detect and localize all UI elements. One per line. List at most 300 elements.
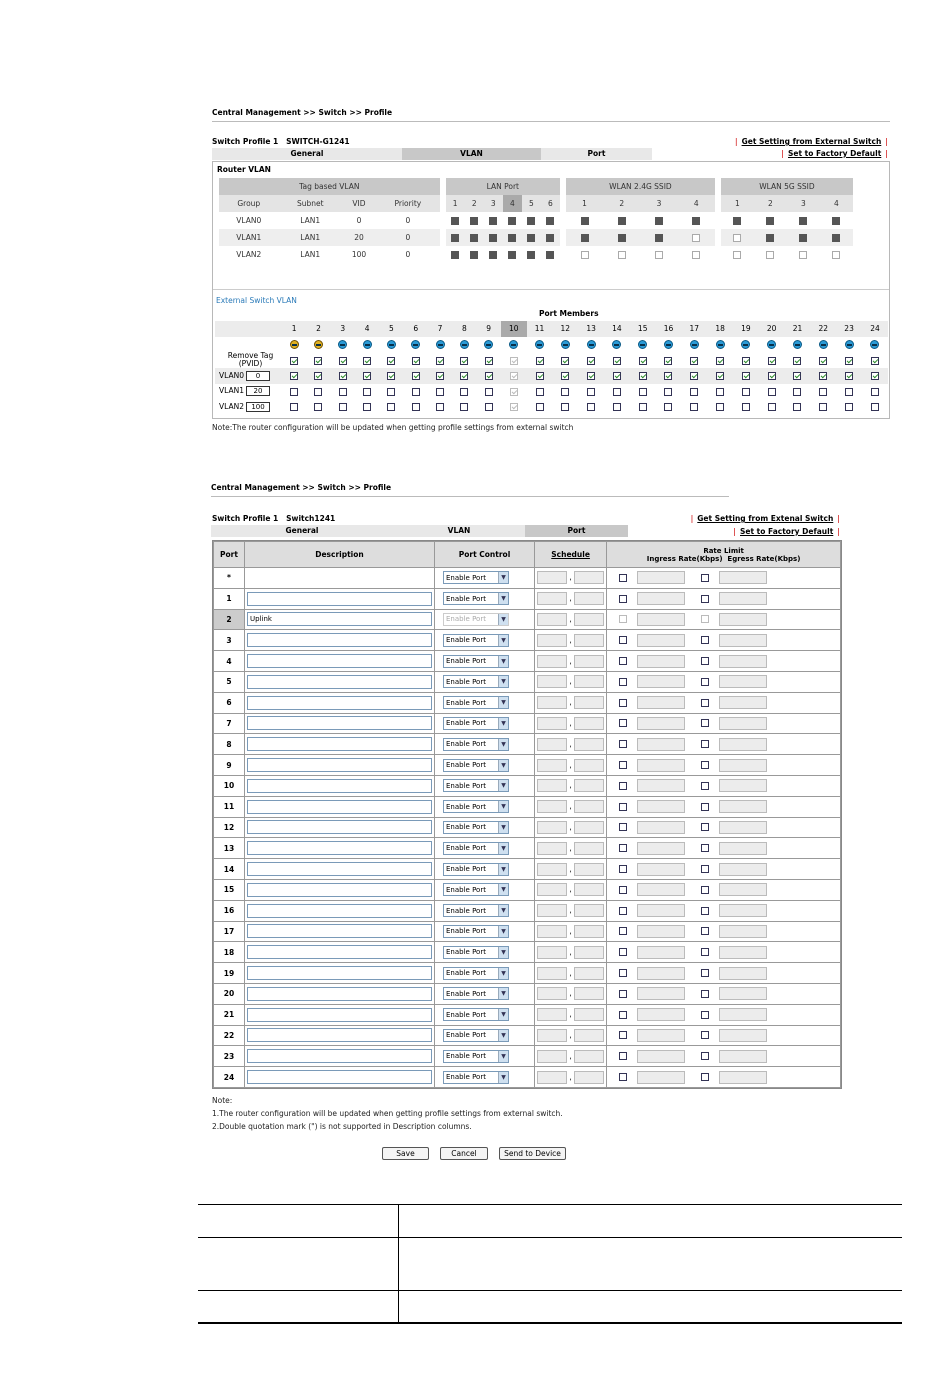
- vid-input[interactable]: 0: [246, 371, 270, 381]
- egress-checkbox[interactable]: [701, 886, 709, 894]
- schedule-input[interactable]: [574, 800, 604, 813]
- lan-member[interactable]: [451, 217, 459, 225]
- schedule-input[interactable]: [574, 571, 604, 584]
- vlan-member-checkbox[interactable]: [742, 388, 750, 396]
- lan-member[interactable]: [527, 234, 535, 242]
- ingress-rate-input[interactable]: [637, 821, 685, 834]
- egress-rate-input[interactable]: [719, 863, 767, 876]
- remove-tag-checkbox[interactable]: [664, 357, 672, 365]
- vlan-member-checkbox[interactable]: [536, 388, 544, 396]
- ingress-checkbox[interactable]: [619, 1052, 627, 1060]
- lan-member[interactable]: [508, 234, 516, 242]
- ssid-member[interactable]: [618, 234, 626, 242]
- ingress-checkbox[interactable]: [619, 678, 627, 686]
- description-input[interactable]: [247, 696, 432, 710]
- lan-member[interactable]: [546, 234, 554, 242]
- ingress-checkbox[interactable]: [619, 844, 627, 852]
- description-input[interactable]: [247, 716, 432, 730]
- schedule-input[interactable]: [574, 1029, 604, 1042]
- vlan-member-checkbox[interactable]: [639, 403, 647, 411]
- egress-checkbox[interactable]: [701, 907, 709, 915]
- egress-checkbox[interactable]: [701, 574, 709, 582]
- vlan-member-checkbox[interactable]: [690, 388, 698, 396]
- ingress-checkbox[interactable]: [619, 615, 627, 623]
- lan-member[interactable]: [451, 234, 459, 242]
- schedule-input[interactable]: [574, 842, 604, 855]
- schedule-input[interactable]: [537, 904, 567, 917]
- schedule-input[interactable]: [574, 883, 604, 896]
- vid-input[interactable]: 20: [246, 386, 270, 396]
- ingress-checkbox[interactable]: [619, 719, 627, 727]
- lan-member[interactable]: [546, 217, 554, 225]
- vlan-member-checkbox[interactable]: [387, 372, 395, 380]
- ingress-checkbox[interactable]: [619, 636, 627, 644]
- description-input[interactable]: [247, 1028, 432, 1042]
- vlan-member-checkbox[interactable]: [587, 388, 595, 396]
- ingress-checkbox[interactable]: [619, 865, 627, 873]
- vlan-member-checkbox[interactable]: [845, 403, 853, 411]
- egress-rate-input[interactable]: [719, 759, 767, 772]
- ingress-checkbox[interactable]: [619, 927, 627, 935]
- ingress-checkbox[interactable]: [619, 990, 627, 998]
- schedule-input[interactable]: [537, 1071, 567, 1084]
- egress-rate-input[interactable]: [719, 779, 767, 792]
- schedule-input[interactable]: [537, 1029, 567, 1042]
- egress-checkbox[interactable]: [701, 927, 709, 935]
- vlan-member-checkbox[interactable]: [510, 403, 518, 411]
- ingress-rate-input[interactable]: [637, 759, 685, 772]
- ssid-member[interactable]: [733, 217, 741, 225]
- lan-member[interactable]: [527, 217, 535, 225]
- schedule-input[interactable]: [574, 634, 604, 647]
- vlan-member-checkbox[interactable]: [793, 388, 801, 396]
- ingress-checkbox[interactable]: [619, 574, 627, 582]
- ssid-member[interactable]: [766, 234, 774, 242]
- vlan-member-checkbox[interactable]: [436, 372, 444, 380]
- egress-checkbox[interactable]: [701, 803, 709, 811]
- schedule-input[interactable]: [537, 717, 567, 730]
- description-input[interactable]: [247, 800, 432, 814]
- tab-vlan[interactable]: VLAN: [393, 525, 525, 537]
- ingress-rate-input[interactable]: [637, 634, 685, 647]
- ingress-checkbox[interactable]: [619, 761, 627, 769]
- remove-tag-checkbox[interactable]: [613, 357, 621, 365]
- description-input[interactable]: [247, 779, 432, 793]
- vlan-member-checkbox[interactable]: [536, 403, 544, 411]
- vlan-member-checkbox[interactable]: [768, 388, 776, 396]
- vlan-member-checkbox[interactable]: [412, 388, 420, 396]
- remove-tag-checkbox[interactable]: [690, 357, 698, 365]
- description-input[interactable]: [247, 758, 432, 772]
- ingress-checkbox[interactable]: [619, 948, 627, 956]
- vlan-member-checkbox[interactable]: [871, 372, 879, 380]
- port-control-select[interactable]: [443, 613, 509, 626]
- vlan-member-checkbox[interactable]: [460, 403, 468, 411]
- ingress-rate-input[interactable]: [637, 1029, 685, 1042]
- port-control-select[interactable]: [443, 863, 509, 876]
- ingress-checkbox[interactable]: [619, 1073, 627, 1081]
- schedule-input[interactable]: [537, 967, 567, 980]
- ssid-member[interactable]: [766, 217, 774, 225]
- vlan-member-checkbox[interactable]: [412, 372, 420, 380]
- schedule-input[interactable]: [537, 1008, 567, 1021]
- schedule-input[interactable]: [537, 696, 567, 709]
- port-control-select[interactable]: [443, 571, 509, 584]
- egress-rate-input[interactable]: [719, 1008, 767, 1021]
- schedule-input[interactable]: [537, 842, 567, 855]
- ingress-checkbox[interactable]: [619, 782, 627, 790]
- description-input[interactable]: [247, 904, 432, 918]
- description-input[interactable]: [247, 883, 432, 897]
- schedule-input[interactable]: [574, 925, 604, 938]
- schedule-input[interactable]: [574, 904, 604, 917]
- egress-checkbox[interactable]: [701, 782, 709, 790]
- egress-rate-input[interactable]: [719, 613, 767, 626]
- port-control-select[interactable]: [443, 987, 509, 1000]
- port-control-select[interactable]: [443, 925, 509, 938]
- egress-rate-input[interactable]: [719, 821, 767, 834]
- ingress-checkbox[interactable]: [619, 595, 627, 603]
- ssid-member[interactable]: [799, 217, 807, 225]
- egress-checkbox[interactable]: [701, 678, 709, 686]
- remove-tag-checkbox[interactable]: [339, 357, 347, 365]
- schedule-input[interactable]: [574, 717, 604, 730]
- vlan-member-checkbox[interactable]: [485, 403, 493, 411]
- schedule-input[interactable]: [537, 613, 567, 626]
- egress-checkbox[interactable]: [701, 699, 709, 707]
- remove-tag-checkbox[interactable]: [536, 357, 544, 365]
- ingress-rate-input[interactable]: [637, 925, 685, 938]
- schedule-input[interactable]: [574, 863, 604, 876]
- egress-checkbox[interactable]: [701, 595, 709, 603]
- egress-rate-input[interactable]: [719, 738, 767, 751]
- schedule-input[interactable]: [537, 987, 567, 1000]
- egress-rate-input[interactable]: [719, 696, 767, 709]
- vlan-member-checkbox[interactable]: [363, 403, 371, 411]
- lan-member[interactable]: [489, 234, 497, 242]
- egress-rate-input[interactable]: [719, 842, 767, 855]
- schedule-input[interactable]: [574, 613, 604, 626]
- remove-tag-checkbox[interactable]: [510, 357, 518, 365]
- egress-rate-input[interactable]: [719, 1050, 767, 1063]
- egress-rate-input[interactable]: [719, 634, 767, 647]
- description-input[interactable]: [247, 924, 432, 938]
- vlan-member-checkbox[interactable]: [363, 372, 371, 380]
- egress-rate-input[interactable]: [719, 592, 767, 605]
- vlan-member-checkbox[interactable]: [363, 388, 371, 396]
- tab-port[interactable]: Port: [541, 148, 652, 160]
- description-input[interactable]: [247, 945, 432, 959]
- port-control-select[interactable]: [443, 717, 509, 730]
- port-control-select[interactable]: [443, 1050, 509, 1063]
- ingress-rate-input[interactable]: [637, 655, 685, 668]
- ssid-member[interactable]: [618, 217, 626, 225]
- cancel-button[interactable]: Cancel: [440, 1147, 488, 1160]
- schedule-input[interactable]: [574, 821, 604, 834]
- remove-tag-checkbox[interactable]: [768, 357, 776, 365]
- schedule-input[interactable]: [537, 883, 567, 896]
- port-control-select[interactable]: [443, 967, 509, 980]
- vlan-member-checkbox[interactable]: [290, 388, 298, 396]
- vlan-member-checkbox[interactable]: [339, 403, 347, 411]
- egress-checkbox[interactable]: [701, 1052, 709, 1060]
- egress-checkbox[interactable]: [701, 1031, 709, 1039]
- ingress-rate-input[interactable]: [637, 883, 685, 896]
- ingress-rate-input[interactable]: [637, 1050, 685, 1063]
- egress-rate-input[interactable]: [719, 967, 767, 980]
- remove-tag-checkbox[interactable]: [845, 357, 853, 365]
- schedule-input[interactable]: [537, 779, 567, 792]
- egress-rate-input[interactable]: [719, 717, 767, 730]
- schedule-input[interactable]: [537, 675, 567, 688]
- vlan-member-checkbox[interactable]: [716, 372, 724, 380]
- ssid-member[interactable]: [832, 234, 840, 242]
- lan-member[interactable]: [470, 251, 478, 259]
- vlan-member-checkbox[interactable]: [613, 372, 621, 380]
- ingress-rate-input[interactable]: [637, 592, 685, 605]
- port-control-select[interactable]: [443, 696, 509, 709]
- vlan-member-checkbox[interactable]: [485, 388, 493, 396]
- vlan-member-checkbox[interactable]: [510, 388, 518, 396]
- ingress-rate-input[interactable]: [637, 717, 685, 730]
- tab-general[interactable]: General: [211, 525, 393, 537]
- port-control-select[interactable]: [443, 1029, 509, 1042]
- egress-rate-input[interactable]: [719, 987, 767, 1000]
- description-input[interactable]: [247, 654, 432, 668]
- port-control-select[interactable]: [443, 759, 509, 772]
- ingress-checkbox[interactable]: [619, 657, 627, 665]
- ssid-member[interactable]: [618, 251, 626, 259]
- egress-checkbox[interactable]: [701, 948, 709, 956]
- vlan-member-checkbox[interactable]: [561, 388, 569, 396]
- vlan-member-checkbox[interactable]: [314, 403, 322, 411]
- lan-member[interactable]: [508, 217, 516, 225]
- description-input[interactable]: [247, 675, 432, 689]
- egress-checkbox[interactable]: [701, 823, 709, 831]
- vlan-member-checkbox[interactable]: [485, 372, 493, 380]
- egress-rate-input[interactable]: [719, 1071, 767, 1084]
- ssid-member[interactable]: [832, 217, 840, 225]
- egress-rate-input[interactable]: [719, 675, 767, 688]
- ssid-member[interactable]: [692, 251, 700, 259]
- ingress-rate-input[interactable]: [637, 967, 685, 980]
- vlan-member-checkbox[interactable]: [742, 372, 750, 380]
- port-control-select[interactable]: [443, 883, 509, 896]
- description-input[interactable]: [247, 841, 432, 855]
- description-input[interactable]: [247, 820, 432, 834]
- vlan-member-checkbox[interactable]: [819, 372, 827, 380]
- ingress-rate-input[interactable]: [637, 800, 685, 813]
- description-input[interactable]: [247, 633, 432, 647]
- vlan-member-checkbox[interactable]: [436, 388, 444, 396]
- port-control-select[interactable]: [443, 675, 509, 688]
- egress-checkbox[interactable]: [701, 1011, 709, 1019]
- ingress-rate-input[interactable]: [637, 738, 685, 751]
- remove-tag-checkbox[interactable]: [639, 357, 647, 365]
- egress-checkbox[interactable]: [701, 740, 709, 748]
- vlan-member-checkbox[interactable]: [819, 388, 827, 396]
- egress-checkbox[interactable]: [701, 1073, 709, 1081]
- description-input[interactable]: Uplink: [247, 612, 432, 626]
- lan-member[interactable]: [470, 234, 478, 242]
- ingress-rate-input[interactable]: [637, 863, 685, 876]
- port-control-select[interactable]: [443, 842, 509, 855]
- schedule-input[interactable]: [574, 946, 604, 959]
- ingress-checkbox[interactable]: [619, 907, 627, 915]
- remove-tag-checkbox[interactable]: [387, 357, 395, 365]
- ingress-rate-input[interactable]: [637, 1071, 685, 1084]
- egress-rate-input[interactable]: [719, 883, 767, 896]
- vlan-member-checkbox[interactable]: [460, 372, 468, 380]
- description-input[interactable]: [247, 592, 432, 606]
- lan-member[interactable]: [451, 251, 459, 259]
- tab-general[interactable]: General: [212, 148, 402, 160]
- vlan-member-checkbox[interactable]: [845, 372, 853, 380]
- schedule-input[interactable]: [574, 675, 604, 688]
- schedule-input[interactable]: [537, 1050, 567, 1063]
- remove-tag-checkbox[interactable]: [819, 357, 827, 365]
- schedule-input[interactable]: [574, 967, 604, 980]
- egress-checkbox[interactable]: [701, 844, 709, 852]
- remove-tag-checkbox[interactable]: [485, 357, 493, 365]
- ssid-member[interactable]: [692, 234, 700, 242]
- ssid-member[interactable]: [766, 251, 774, 259]
- vlan-member-checkbox[interactable]: [561, 403, 569, 411]
- description-input[interactable]: [247, 987, 432, 1001]
- schedule-input[interactable]: [574, 759, 604, 772]
- schedule-input[interactable]: [574, 738, 604, 751]
- port-control-select[interactable]: [443, 1008, 509, 1021]
- vlan-member-checkbox[interactable]: [690, 403, 698, 411]
- ssid-member[interactable]: [581, 251, 589, 259]
- vlan-member-checkbox[interactable]: [290, 372, 298, 380]
- schedule-input[interactable]: [537, 946, 567, 959]
- lan-member[interactable]: [489, 251, 497, 259]
- vlan-member-checkbox[interactable]: [845, 388, 853, 396]
- vlan-member-checkbox[interactable]: [561, 372, 569, 380]
- schedule-input[interactable]: [537, 738, 567, 751]
- port-control-select[interactable]: [443, 904, 509, 917]
- schedule-input[interactable]: [574, 655, 604, 668]
- vid-input[interactable]: 100: [246, 402, 270, 412]
- vlan-member-checkbox[interactable]: [387, 388, 395, 396]
- schedule-input[interactable]: [537, 571, 567, 584]
- remove-tag-checkbox[interactable]: [436, 357, 444, 365]
- save-button[interactable]: Save: [382, 1147, 429, 1160]
- ingress-rate-input[interactable]: [637, 696, 685, 709]
- port-control-select[interactable]: [443, 1071, 509, 1084]
- remove-tag-checkbox[interactable]: [716, 357, 724, 365]
- ssid-member[interactable]: [733, 251, 741, 259]
- vlan-member-checkbox[interactable]: [793, 403, 801, 411]
- egress-rate-input[interactable]: [719, 925, 767, 938]
- ssid-member[interactable]: [655, 234, 663, 242]
- remove-tag-checkbox[interactable]: [290, 357, 298, 365]
- egress-rate-input[interactable]: [719, 1029, 767, 1042]
- port-control-select[interactable]: [443, 800, 509, 813]
- ingress-rate-input[interactable]: [637, 987, 685, 1000]
- ssid-member[interactable]: [832, 251, 840, 259]
- vlan-member-checkbox[interactable]: [460, 388, 468, 396]
- port-control-select[interactable]: [443, 738, 509, 751]
- tab-port[interactable]: Port: [525, 525, 628, 537]
- vlan-member-checkbox[interactable]: [716, 388, 724, 396]
- description-input[interactable]: [247, 1049, 432, 1063]
- vlan-member-checkbox[interactable]: [690, 372, 698, 380]
- ssid-member[interactable]: [733, 234, 741, 242]
- schedule-input[interactable]: [574, 1008, 604, 1021]
- schedule-input[interactable]: [574, 592, 604, 605]
- remove-tag-checkbox[interactable]: [412, 357, 420, 365]
- send-to-device-button[interactable]: Send to Device: [499, 1147, 566, 1160]
- port-control-select[interactable]: [443, 634, 509, 647]
- egress-rate-input[interactable]: [719, 655, 767, 668]
- schedule-input[interactable]: [537, 759, 567, 772]
- port-control-select[interactable]: [443, 779, 509, 792]
- ssid-member[interactable]: [799, 251, 807, 259]
- vlan-member-checkbox[interactable]: [613, 403, 621, 411]
- remove-tag-checkbox[interactable]: [363, 357, 371, 365]
- remove-tag-checkbox[interactable]: [587, 357, 595, 365]
- vlan-member-checkbox[interactable]: [536, 372, 544, 380]
- remove-tag-checkbox[interactable]: [742, 357, 750, 365]
- schedule-input[interactable]: [574, 779, 604, 792]
- lan-member[interactable]: [470, 217, 478, 225]
- ingress-checkbox[interactable]: [619, 823, 627, 831]
- lan-member[interactable]: [508, 251, 516, 259]
- description-input[interactable]: [247, 966, 432, 980]
- ingress-rate-input[interactable]: [637, 571, 685, 584]
- egress-checkbox[interactable]: [701, 719, 709, 727]
- vlan-member-checkbox[interactable]: [639, 372, 647, 380]
- schedule-input[interactable]: [574, 1071, 604, 1084]
- schedule-input[interactable]: [537, 821, 567, 834]
- egress-rate-input[interactable]: [719, 571, 767, 584]
- vlan-member-checkbox[interactable]: [716, 403, 724, 411]
- vlan-member-checkbox[interactable]: [664, 372, 672, 380]
- ingress-rate-input[interactable]: [637, 675, 685, 688]
- vlan-member-checkbox[interactable]: [314, 372, 322, 380]
- ssid-member[interactable]: [655, 217, 663, 225]
- vlan-member-checkbox[interactable]: [793, 372, 801, 380]
- lan-member[interactable]: [489, 217, 497, 225]
- egress-rate-input[interactable]: [719, 946, 767, 959]
- factory-default-link[interactable]: Set to Factory Default: [740, 527, 834, 536]
- egress-checkbox[interactable]: [701, 865, 709, 873]
- port-control-select[interactable]: [443, 655, 509, 668]
- egress-checkbox[interactable]: [701, 615, 709, 623]
- vlan-member-checkbox[interactable]: [387, 403, 395, 411]
- ssid-member[interactable]: [692, 217, 700, 225]
- vlan-member-checkbox[interactable]: [871, 403, 879, 411]
- egress-checkbox[interactable]: [701, 761, 709, 769]
- vlan-member-checkbox[interactable]: [314, 388, 322, 396]
- ingress-rate-input[interactable]: [637, 946, 685, 959]
- ingress-checkbox[interactable]: [619, 1011, 627, 1019]
- ingress-rate-input[interactable]: [637, 779, 685, 792]
- get-setting-link[interactable]: Get Setting from Extenal Switch: [697, 514, 834, 523]
- egress-checkbox[interactable]: [701, 636, 709, 644]
- description-input[interactable]: [247, 737, 432, 751]
- ingress-rate-input[interactable]: [637, 613, 685, 626]
- lan-member[interactable]: [546, 251, 554, 259]
- remove-tag-checkbox[interactable]: [314, 357, 322, 365]
- get-setting-link[interactable]: Get Setting from External Switch: [741, 137, 882, 146]
- vlan-member-checkbox[interactable]: [339, 388, 347, 396]
- vlan-member-checkbox[interactable]: [871, 388, 879, 396]
- ingress-checkbox[interactable]: [619, 803, 627, 811]
- description-input[interactable]: [247, 862, 432, 876]
